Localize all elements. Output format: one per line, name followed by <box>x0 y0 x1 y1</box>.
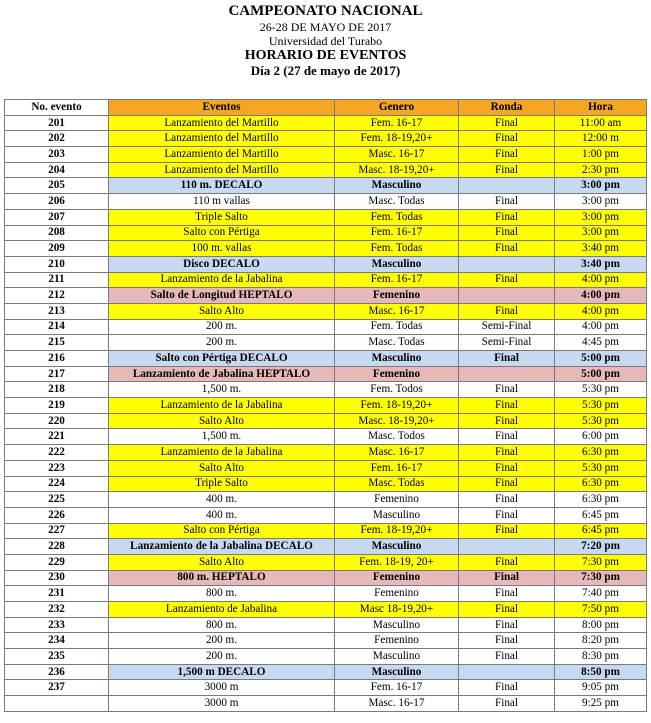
table-row <box>5 319 647 335</box>
event-name-cell: 100 m. vallas <box>109 241 335 257</box>
event-round-cell: Final <box>459 680 555 696</box>
table-header-row <box>5 100 647 116</box>
event-gender-cell: Femenino <box>335 492 459 508</box>
event-time-cell: 3:00 pm <box>555 178 647 194</box>
event-name-cell: Salto con Pértiga <box>109 225 335 241</box>
event-name-cell: 1,500 m. <box>109 382 335 398</box>
event-time-cell: 4:00 pm <box>555 303 647 319</box>
event-round-cell: Final <box>459 523 555 539</box>
event-number-cell: 213 <box>5 303 109 319</box>
table-row <box>5 351 647 367</box>
event-gender-cell: Masc. Todas <box>335 476 459 492</box>
column-header-hora: Hora <box>555 100 647 116</box>
event-number-cell: 208 <box>5 225 109 241</box>
table-row <box>5 382 647 398</box>
table-row <box>5 225 647 241</box>
event-name-cell: Salto con Pértiga <box>109 523 335 539</box>
event-number-cell: 234 <box>5 633 109 649</box>
event-time-cell: 5:30 pm <box>555 382 647 398</box>
event-round-cell: Final <box>459 413 555 429</box>
column-header-genero: Genero <box>335 100 459 116</box>
event-gender-cell: Masc. Todas <box>335 194 459 210</box>
event-gender-cell: Femenino <box>335 366 459 382</box>
table-row <box>5 664 647 680</box>
event-time-cell: 6:30 pm <box>555 476 647 492</box>
table-row <box>5 147 647 163</box>
event-name-cell: Salto Alto <box>109 303 335 319</box>
event-gender-cell: Masc. 18-19,20+ <box>335 413 459 429</box>
event-time-cell: 5:00 pm <box>555 351 647 367</box>
event-time-cell: 5:00 pm <box>555 366 647 382</box>
event-number-cell: 226 <box>5 507 109 523</box>
event-name-cell: 400 m. <box>109 492 335 508</box>
event-name-cell: Triple Salto <box>109 209 335 225</box>
table-row <box>5 303 647 319</box>
table-row <box>5 680 647 696</box>
event-round-cell: Final <box>459 382 555 398</box>
event-gender-cell: Masc. 16-17 <box>335 445 459 461</box>
event-round-cell: Final <box>459 351 555 367</box>
event-round-cell: Final <box>459 570 555 586</box>
event-name-cell: Lanzamiento de la Jabalina <box>109 445 335 461</box>
event-name-cell: 1,500 m DECALO <box>109 664 335 680</box>
event-gender-cell: Fem. 18-19,20+ <box>335 131 459 147</box>
event-number-cell: 223 <box>5 460 109 476</box>
event-gender-cell: Fem. 16-17 <box>335 225 459 241</box>
event-round-cell: Final <box>459 147 555 163</box>
table-row <box>5 492 647 508</box>
event-time-cell: 12:00 m <box>555 131 647 147</box>
event-round-cell: Final <box>459 649 555 665</box>
table-row <box>5 162 647 178</box>
table-row <box>5 554 647 570</box>
event-time-cell: 3:00 pm <box>555 209 647 225</box>
event-round-cell: Final <box>459 194 555 210</box>
event-round-cell: Final <box>459 602 555 618</box>
event-name-cell: 400 m. <box>109 507 335 523</box>
event-number-cell: 232 <box>5 602 109 618</box>
event-name-cell: Lanzamiento de la Jabalina <box>109 272 335 288</box>
event-round-cell <box>459 288 555 304</box>
event-round-cell: Final <box>459 460 555 476</box>
event-name-cell: Salto Alto <box>109 413 335 429</box>
event-name-cell: Lanzamiento de Jabalina <box>109 602 335 618</box>
column-header-eventos: Eventos <box>109 100 335 116</box>
event-round-cell: Final <box>459 507 555 523</box>
event-name-cell: Salto con Pértiga DECALO <box>109 351 335 367</box>
event-gender-cell: Femenino <box>335 570 459 586</box>
table-body <box>5 115 647 711</box>
event-number-cell: 235 <box>5 649 109 665</box>
event-name-cell: Disco DECALO <box>109 256 335 272</box>
event-number-cell: 211 <box>5 272 109 288</box>
event-time-cell: 4:00 pm <box>555 272 647 288</box>
event-round-cell <box>459 256 555 272</box>
table-row <box>5 539 647 555</box>
event-round-cell: Final <box>459 162 555 178</box>
event-number-cell: 207 <box>5 209 109 225</box>
event-time-cell: 11:00 am <box>555 115 647 131</box>
event-gender-cell: Masc 18-19,20+ <box>335 602 459 618</box>
event-time-cell: 4:00 pm <box>555 319 647 335</box>
event-number-cell: 209 <box>5 241 109 257</box>
event-time-cell: 9:05 pm <box>555 680 647 696</box>
event-name-cell: 110 m vallas <box>109 194 335 210</box>
event-gender-cell: Femenino <box>335 633 459 649</box>
event-number-cell: 236 <box>5 664 109 680</box>
event-number-cell: 233 <box>5 617 109 633</box>
event-round-cell: Final <box>459 429 555 445</box>
event-name-cell: Lanzamiento de Jabalina HEPTALO <box>109 366 335 382</box>
table-row <box>5 178 647 194</box>
event-number-cell: 231 <box>5 586 109 602</box>
event-round-cell: Final <box>459 115 555 131</box>
table-row <box>5 617 647 633</box>
event-time-cell: 3:40 pm <box>555 241 647 257</box>
event-time-cell: 7:30 pm <box>555 570 647 586</box>
table-row <box>5 429 647 445</box>
event-time-cell: 3:00 pm <box>555 225 647 241</box>
table-row <box>5 288 647 304</box>
event-round-cell: Final <box>459 696 555 712</box>
table-row <box>5 209 647 225</box>
event-gender-cell: Fem. Todas <box>335 241 459 257</box>
event-name-cell: 200 m. <box>109 319 335 335</box>
event-time-cell: 8:20 pm <box>555 633 647 649</box>
event-name-cell: 1,500 m. <box>109 429 335 445</box>
event-gender-cell: Masculino <box>335 256 459 272</box>
table-row <box>5 398 647 414</box>
event-number-cell: 227 <box>5 523 109 539</box>
event-number-cell: 229 <box>5 554 109 570</box>
event-gender-cell: Fem. Todos <box>335 382 459 398</box>
column-header-no-evento: No. evento <box>5 100 109 116</box>
event-gender-cell: Fem. 18-19,20+ <box>335 523 459 539</box>
event-gender-cell: Masculino <box>335 539 459 555</box>
event-name-cell: 3000 m <box>109 680 335 696</box>
event-name-cell: 200 m. <box>109 633 335 649</box>
event-number-cell <box>5 696 109 712</box>
event-number-cell: 201 <box>5 115 109 131</box>
event-name-cell: 800 m. HEPTALO <box>109 570 335 586</box>
event-number-cell: 204 <box>5 162 109 178</box>
event-time-cell: 8:30 pm <box>555 649 647 665</box>
event-name-cell: Lanzamiento del Martillo <box>109 115 335 131</box>
event-round-cell <box>459 539 555 555</box>
event-name-cell: 800 m. <box>109 586 335 602</box>
event-gender-cell: Fem. 16-17 <box>335 272 459 288</box>
event-name-cell: Lanzamiento de la Jabalina <box>109 398 335 414</box>
schedule-title: HORARIO DE EVENTOS <box>244 48 407 63</box>
event-round-cell: Final <box>459 209 555 225</box>
table-row <box>5 633 647 649</box>
event-time-cell: 5:30 pm <box>555 413 647 429</box>
event-time-cell: 7:30 pm <box>555 554 647 570</box>
event-round-cell: Final <box>459 131 555 147</box>
document-header <box>0 0 651 78</box>
event-number-cell: 237 <box>5 680 109 696</box>
table-row <box>5 476 647 492</box>
event-number-cell: 205 <box>5 178 109 194</box>
event-round-cell: Semi-Final <box>459 335 555 351</box>
event-round-cell <box>459 178 555 194</box>
event-number-cell: 206 <box>5 194 109 210</box>
event-gender-cell: Masc. 16-17 <box>335 303 459 319</box>
event-number-cell: 214 <box>5 319 109 335</box>
event-name-cell: 800 m. <box>109 617 335 633</box>
column-header-ronda: Ronda <box>459 100 555 116</box>
event-time-cell: 6:30 pm <box>555 492 647 508</box>
table-row <box>5 413 647 429</box>
table-row <box>5 586 647 602</box>
event-time-cell: 5:30 pm <box>555 460 647 476</box>
event-time-cell: 8:00 pm <box>555 617 647 633</box>
event-round-cell <box>459 366 555 382</box>
table-row <box>5 445 647 461</box>
event-time-cell: 5:30 pm <box>555 398 647 414</box>
event-time-cell: 6:45 pm <box>555 507 647 523</box>
table-row <box>5 602 647 618</box>
event-gender-cell: Masculino <box>335 649 459 665</box>
table-row <box>5 241 647 257</box>
table-row <box>5 523 647 539</box>
event-number-cell: 225 <box>5 492 109 508</box>
event-number-cell: 222 <box>5 445 109 461</box>
event-round-cell: Final <box>459 303 555 319</box>
event-gender-cell: Masc. Todos <box>335 429 459 445</box>
event-time-cell: 6:00 pm <box>555 429 647 445</box>
event-name-cell: Salto de Longitud HEPTALO <box>109 288 335 304</box>
event-round-cell <box>459 664 555 680</box>
event-gender-cell: Fem. 16-17 <box>335 680 459 696</box>
event-name-cell: Lanzamiento del Martillo <box>109 162 335 178</box>
event-gender-cell: Masc. 16-17 <box>335 696 459 712</box>
event-gender-cell: Fem. 18-19, 20+ <box>335 554 459 570</box>
event-gender-cell: Femenino <box>335 586 459 602</box>
championship-venue: Universidad del Turabo <box>268 34 383 48</box>
event-gender-cell: Fem. Todas <box>335 209 459 225</box>
event-number-cell: 220 <box>5 413 109 429</box>
event-name-cell: Salto Alto <box>109 554 335 570</box>
event-round-cell: Final <box>459 586 555 602</box>
event-gender-cell: Masculino <box>335 617 459 633</box>
event-time-cell: 6:45 pm <box>555 523 647 539</box>
table-row <box>5 115 647 131</box>
event-name-cell: 200 m. <box>109 335 335 351</box>
event-time-cell: 6:30 pm <box>555 445 647 461</box>
event-number-cell: 219 <box>5 398 109 414</box>
event-name-cell: 200 m. <box>109 649 335 665</box>
event-name-cell: 110 m. DECALO <box>109 178 335 194</box>
event-gender-cell: Masculino <box>335 664 459 680</box>
event-round-cell: Semi-Final <box>459 319 555 335</box>
event-time-cell: 4:45 pm <box>555 335 647 351</box>
event-number-cell: 218 <box>5 382 109 398</box>
event-round-cell: Final <box>459 445 555 461</box>
event-number-cell: 215 <box>5 335 109 351</box>
event-name-cell: Lanzamiento de la Jabalina DECALO <box>109 539 335 555</box>
event-round-cell: Final <box>459 225 555 241</box>
event-round-cell: Final <box>459 272 555 288</box>
event-name-cell: 3000 m <box>109 696 335 712</box>
event-number-cell: 221 <box>5 429 109 445</box>
table-row <box>5 696 647 712</box>
event-name-cell: Salto Alto <box>109 460 335 476</box>
event-round-cell: Final <box>459 476 555 492</box>
event-time-cell: 7:20 pm <box>555 539 647 555</box>
event-time-cell: 7:40 pm <box>555 586 647 602</box>
event-number-cell: 203 <box>5 147 109 163</box>
event-round-cell: Final <box>459 241 555 257</box>
event-round-cell: Final <box>459 633 555 649</box>
event-round-cell: Final <box>459 554 555 570</box>
table-row <box>5 507 647 523</box>
event-time-cell: 3:40 pm <box>555 256 647 272</box>
event-number-cell: 212 <box>5 288 109 304</box>
event-gender-cell: Fem. Todas <box>335 319 459 335</box>
table-row <box>5 649 647 665</box>
event-number-cell: 210 <box>5 256 109 272</box>
event-number-cell: 217 <box>5 366 109 382</box>
event-gender-cell: Masculino <box>335 351 459 367</box>
championship-title: CAMPEONATO NACIONAL <box>228 3 423 19</box>
table-row <box>5 335 647 351</box>
event-gender-cell: Masc. 18-19,20+ <box>335 162 459 178</box>
table-row <box>5 194 647 210</box>
event-time-cell: 3:00 pm <box>555 194 647 210</box>
event-round-cell: Final <box>459 398 555 414</box>
events-schedule-table <box>4 99 647 712</box>
event-gender-cell: Masculino <box>335 507 459 523</box>
table-row <box>5 570 647 586</box>
event-gender-cell: Femenino <box>335 288 459 304</box>
event-time-cell: 9:25 pm <box>555 696 647 712</box>
event-name-cell: Lanzamiento del Martillo <box>109 147 335 163</box>
event-gender-cell: Masc. Todas <box>335 335 459 351</box>
event-time-cell: 7:50 pm <box>555 602 647 618</box>
event-gender-cell: Masc. 16-17 <box>335 147 459 163</box>
event-gender-cell: Fem. 16-17 <box>335 115 459 131</box>
event-time-cell: 4:00 pm <box>555 288 647 304</box>
event-number-cell: 228 <box>5 539 109 555</box>
event-time-cell: 8:50 pm <box>555 664 647 680</box>
table-row <box>5 366 647 382</box>
event-name-cell: Triple Salto <box>109 476 335 492</box>
event-name-cell: Lanzamiento del Martillo <box>109 131 335 147</box>
table-row <box>5 272 647 288</box>
event-number-cell: 216 <box>5 351 109 367</box>
event-round-cell: Final <box>459 492 555 508</box>
event-gender-cell: Fem. 16-17 <box>335 460 459 476</box>
event-number-cell: 224 <box>5 476 109 492</box>
table-row <box>5 256 647 272</box>
event-round-cell: Final <box>459 617 555 633</box>
table-row <box>5 460 647 476</box>
event-number-cell: 202 <box>5 131 109 147</box>
schedule-day: Día 2 (27 de mayo de 2017) <box>250 63 401 78</box>
event-time-cell: 1:00 pm <box>555 147 647 163</box>
event-gender-cell: Fem. 18-19,20+ <box>335 398 459 414</box>
event-number-cell: 230 <box>5 570 109 586</box>
championship-dates: 26-28 DE MAYO DE 2017 <box>259 20 392 34</box>
event-time-cell: 2:30 pm <box>555 162 647 178</box>
event-gender-cell: Masculino <box>335 178 459 194</box>
table-row <box>5 131 647 147</box>
